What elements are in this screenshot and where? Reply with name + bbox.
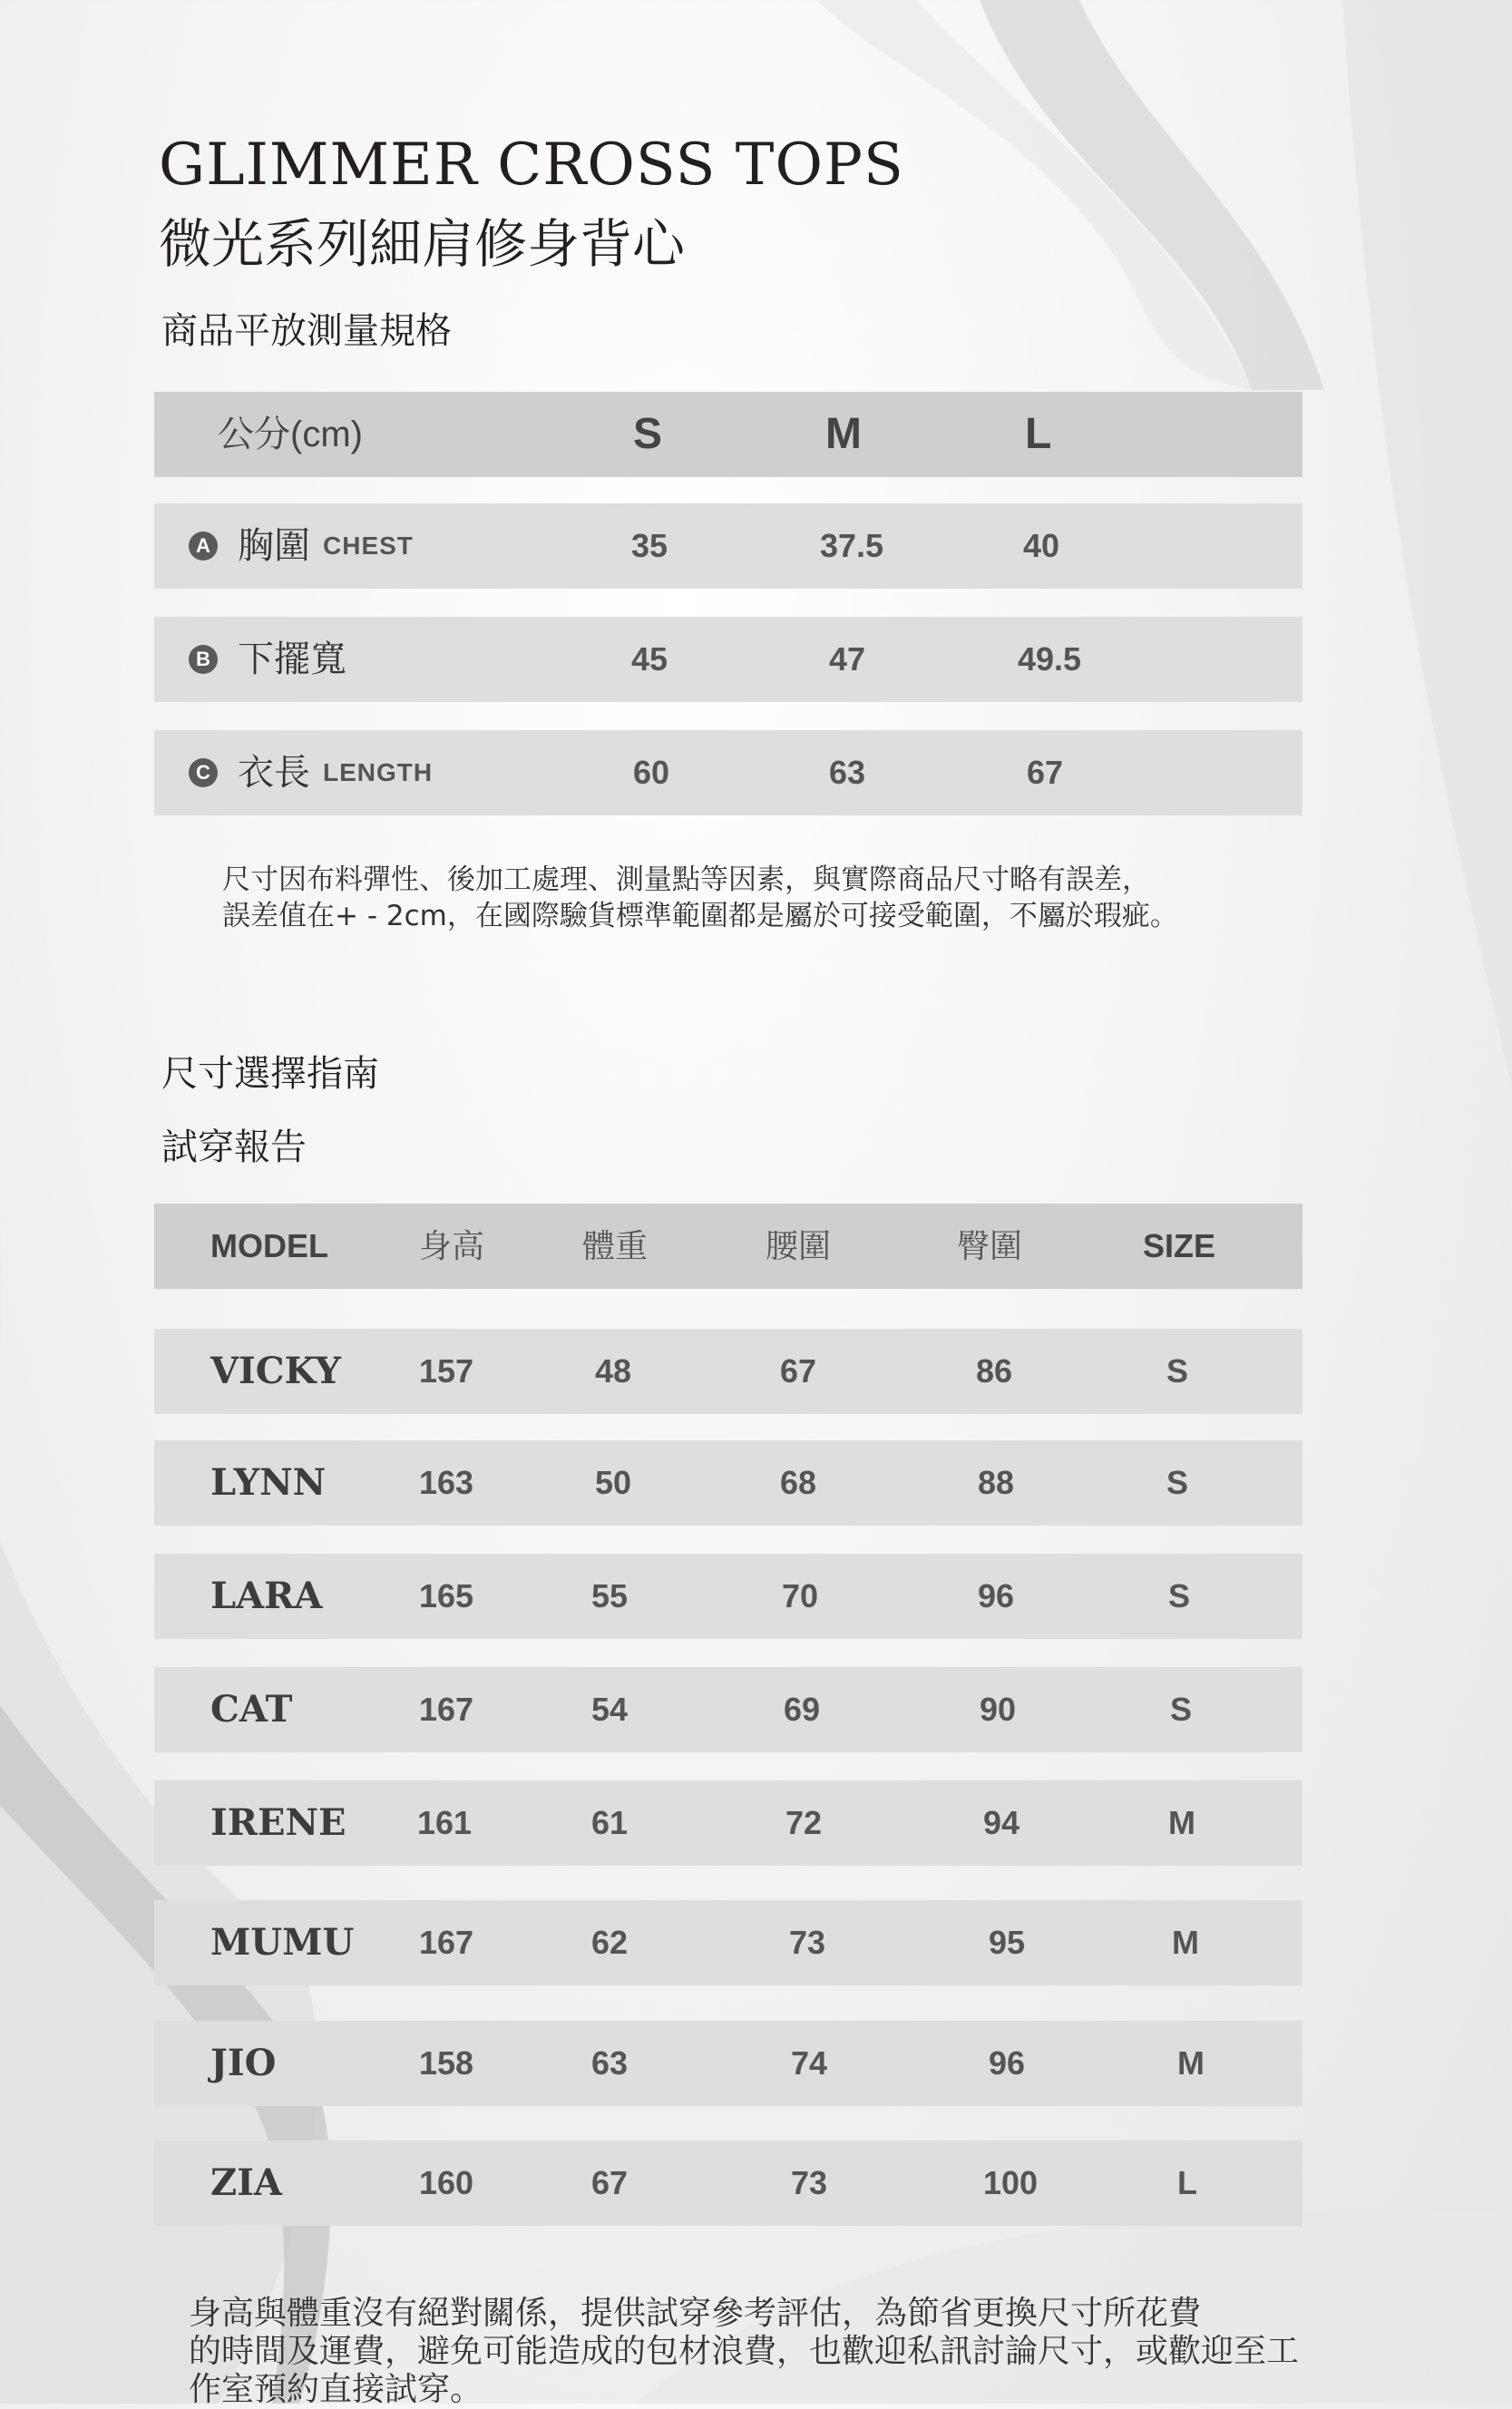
badge-c-icon: C: [189, 758, 218, 787]
size-value: M: [1172, 1924, 1199, 1961]
table-row: [154, 1900, 1302, 1985]
col-size: SIZE: [1143, 1227, 1216, 1264]
row-label-zh: 胸圍: [238, 526, 310, 566]
size-value: L: [1177, 2164, 1197, 2201]
hip-value: 88: [978, 1464, 1015, 1501]
unit-label: 公分(cm): [218, 415, 363, 454]
footer-line: 的時間及運費，避免可能造成的包材浪費，也歡迎私訊討論尺寸，或歡迎至工: [189, 2333, 1300, 2370]
size-value: M: [1177, 2044, 1205, 2082]
measure-heading: 商品平放測量規格: [161, 310, 452, 352]
height-value: 167: [419, 1924, 474, 1961]
size-header-l: L: [1025, 410, 1052, 458]
measure-row-hem: [154, 617, 1302, 702]
value-m: 47: [829, 640, 866, 678]
badge-a-icon: A: [189, 532, 218, 561]
height-value: 160: [419, 2164, 474, 2201]
table-row: [154, 1667, 1302, 1752]
size-value: S: [1168, 1577, 1191, 1614]
table-row: [154, 2021, 1302, 2106]
waist-value: 73: [789, 1924, 826, 1961]
size-value: S: [1166, 1352, 1189, 1390]
col-waist: 腰圍: [766, 1227, 832, 1264]
value-l: 67: [1027, 754, 1064, 791]
col-model: MODEL: [210, 1227, 328, 1264]
weight-value: 50: [595, 1464, 632, 1501]
model-name: JIO: [210, 2042, 277, 2084]
weight-value: 63: [591, 2044, 629, 2082]
waist-value: 69: [784, 1691, 821, 1728]
weight-value: 48: [595, 1352, 632, 1390]
table-row: [154, 1329, 1302, 1414]
waist-value: 70: [782, 1577, 819, 1614]
model-name: VICKY: [210, 1350, 341, 1392]
table-row: [154, 2141, 1302, 2226]
model-name: IRENE: [210, 1801, 346, 1844]
row-label: [189, 503, 414, 589]
row-label: [189, 617, 359, 702]
row-label-zh: 衣長: [238, 753, 310, 793]
hip-value: 90: [980, 1691, 1017, 1728]
col-weight: 體重: [582, 1227, 649, 1264]
waist-value: 72: [785, 1804, 823, 1841]
size-header-m: M: [825, 410, 862, 458]
height-value: 161: [417, 1804, 473, 1841]
hip-value: 96: [978, 1577, 1015, 1614]
footer-line: 身高與體重沒有絕對關係，提供試穿參考評估，為節省更換尺寸所花費: [189, 2295, 1202, 2332]
note-line: 誤差值在+ - 2cm，在國際驗貨標準範圍都是屬於可接受範圍，不屬於瑕疵。: [222, 900, 1178, 932]
size-value: M: [1168, 1804, 1195, 1841]
weight-value: 55: [591, 1577, 629, 1614]
product-title-chinese: 微光系列細肩修身背心: [159, 213, 686, 275]
weight-value: 62: [591, 1924, 629, 1961]
waist-value: 74: [791, 2044, 828, 2082]
value-l: 40: [1023, 527, 1060, 564]
col-hip: 臀圍: [957, 1227, 1023, 1264]
measure-header-row: [154, 392, 1302, 477]
value-l: 49.5: [1018, 640, 1082, 678]
measure-row-chest: [154, 503, 1302, 589]
size-header-s: S: [633, 410, 663, 458]
badge-b-icon: B: [189, 645, 218, 674]
value-s: 35: [631, 527, 668, 564]
value-m: 37.5: [820, 527, 884, 564]
product-title-english: GLIMMER CROSS TOPS: [159, 132, 904, 199]
hip-value: 94: [983, 1804, 1020, 1841]
value-m: 63: [829, 754, 866, 791]
height-value: 165: [419, 1577, 474, 1614]
height-value: 158: [419, 2044, 474, 2082]
model-name: ZIA: [210, 2161, 282, 2204]
hip-value: 95: [989, 1924, 1026, 1961]
row-label-zh: 下擺寬: [238, 639, 346, 679]
waist-value: 73: [791, 2164, 828, 2201]
waist-value: 67: [780, 1352, 817, 1390]
hip-value: 100: [983, 2164, 1039, 2201]
fitting-report-heading: 試穿報告: [161, 1126, 307, 1168]
table-row: [154, 1554, 1302, 1639]
model-name: LYNN: [210, 1461, 327, 1504]
table-row: [154, 1440, 1302, 1526]
row-label-en: LENGTH: [323, 758, 434, 786]
fitting-footer-note: [189, 2295, 1299, 2409]
waist-value: 68: [780, 1464, 817, 1501]
fitting-header-row: [154, 1204, 1302, 1289]
model-name: MUMU: [210, 1921, 355, 1964]
size-value: S: [1166, 1464, 1189, 1501]
value-s: 60: [633, 754, 670, 791]
table-row: [154, 1780, 1302, 1866]
weight-value: 61: [591, 1804, 629, 1841]
row-label: [189, 730, 433, 815]
weight-value: 54: [591, 1691, 629, 1728]
row-label-en: CHEST: [323, 532, 414, 560]
note-line: 尺寸因布料彈性、後加工處理、測量點等因素，與實際商品尺寸略有誤差，: [222, 863, 1150, 896]
weight-value: 67: [591, 2164, 629, 2201]
col-height: 身高: [419, 1227, 485, 1264]
height-value: 167: [419, 1691, 474, 1728]
model-name: LARA: [210, 1575, 323, 1617]
footer-line: 作室預約直接試穿。: [189, 2371, 483, 2408]
height-value: 163: [419, 1464, 474, 1501]
hip-value: 86: [976, 1352, 1013, 1390]
height-value: 157: [419, 1352, 474, 1390]
value-s: 45: [631, 640, 668, 678]
size-value: S: [1170, 1691, 1193, 1728]
hip-value: 96: [989, 2044, 1026, 2082]
guide-heading: 尺寸選擇指南: [161, 1053, 379, 1095]
measure-row-length: [154, 730, 1302, 815]
measure-note: [222, 862, 1178, 934]
model-name: CAT: [210, 1688, 293, 1731]
